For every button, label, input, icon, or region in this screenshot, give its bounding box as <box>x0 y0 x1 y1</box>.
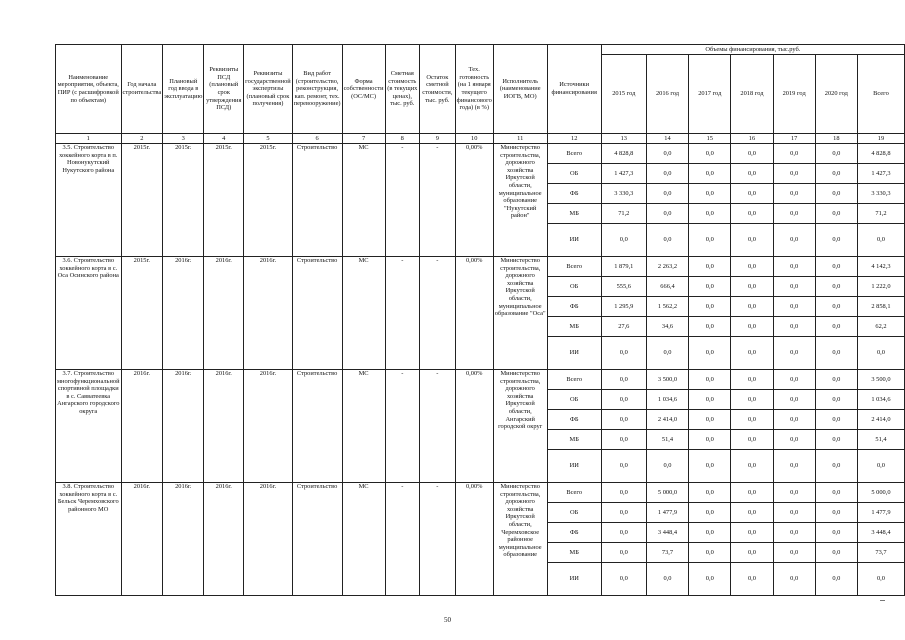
ownership: МС <box>342 370 385 483</box>
amount-cell: 0,0 <box>857 450 904 483</box>
column-number: 18 <box>815 134 857 144</box>
amount-cell: 2 414,0 <box>646 410 688 430</box>
amount-cell: 0,0 <box>646 204 688 224</box>
funding-source: ОБ <box>547 503 601 523</box>
expert-date: 2016г. <box>244 370 293 483</box>
funding-source: Всего <box>547 370 601 390</box>
scan-artifact <box>880 600 885 601</box>
amount-cell: 0,0 <box>689 164 731 184</box>
amount-cell: 0,0 <box>773 503 815 523</box>
header-expert: Реквизиты государственной экспертизы (плановый срок получения) <box>244 45 293 134</box>
year-start: 2016г. <box>121 370 163 483</box>
amount-cell: 0,0 <box>601 337 646 370</box>
executor: Министерство строительства, дорожного хозяйства Иркутской области, муниципальное образование "Оса" <box>493 257 547 370</box>
amount-cell: 3 500,0 <box>646 370 688 390</box>
work-type: Строительство <box>292 144 342 257</box>
funding-source: ИИ <box>547 337 601 370</box>
plan-year: 2015г. <box>163 144 204 257</box>
column-number: 10 <box>455 134 493 144</box>
header-volume-group: Объемы финансирования, тыс.руб. <box>601 45 904 55</box>
amount-cell: 0,0 <box>689 204 731 224</box>
header-2016: 2016 год <box>646 55 688 134</box>
expert-date: 2015г. <box>244 144 293 257</box>
amount-cell: 0,0 <box>815 337 857 370</box>
year-start: 2015г. <box>121 144 163 257</box>
header-psd: Реквизиты ПСД (плановый срок утверждения ПСД) <box>204 45 244 134</box>
amount-cell: 0,0 <box>646 563 688 596</box>
amount-cell: 0,0 <box>689 430 731 450</box>
funding-source: ОБ <box>547 164 601 184</box>
amount-cell: 0,0 <box>731 410 773 430</box>
amount-cell: 0,0 <box>601 543 646 563</box>
readiness: 0,00% <box>455 144 493 257</box>
plan-year: 2016г. <box>163 370 204 483</box>
table-row <box>56 257 905 277</box>
amount-cell: 0,0 <box>731 450 773 483</box>
amount-cell: 0,0 <box>731 390 773 410</box>
column-number: 11 <box>493 134 547 144</box>
amount-cell: 0,0 <box>815 184 857 204</box>
amount-cell: 0,0 <box>815 257 857 277</box>
psd-date: 2016г. <box>204 370 244 483</box>
header-executor: Исполнитель (наименование ИОГВ, МО) <box>493 45 547 134</box>
amount-cell: 1 562,2 <box>646 297 688 317</box>
amount-cell: 0,0 <box>815 563 857 596</box>
amount-cell: 0,0 <box>731 563 773 596</box>
column-number: 15 <box>689 134 731 144</box>
column-number: 16 <box>731 134 773 144</box>
column-number: 7 <box>342 134 385 144</box>
amount-cell: 0,0 <box>815 503 857 523</box>
amount-cell: 62,2 <box>857 317 904 337</box>
amount-cell: 0,0 <box>815 543 857 563</box>
amount-cell: 0,0 <box>646 164 688 184</box>
amount-cell: 51,4 <box>857 430 904 450</box>
amount-cell: 0,0 <box>646 144 688 164</box>
project-name: 3.7. Строительство многофункциональной спортивной площадки в с. Савватеевка Ангарского городского округа <box>56 370 122 483</box>
funding-source: ФБ <box>547 297 601 317</box>
funding-source: МБ <box>547 430 601 450</box>
amount-cell: 1 034,6 <box>646 390 688 410</box>
amount-cell: 2 414,0 <box>857 410 904 430</box>
column-number: 19 <box>857 134 904 144</box>
amount-cell: 0,0 <box>773 204 815 224</box>
header-remaining: Остаток сметной стоимости, тыс. руб. <box>420 45 456 134</box>
header-total: Всего <box>857 55 904 134</box>
work-type: Строительство <box>292 483 342 596</box>
amount-cell: 73,7 <box>857 543 904 563</box>
amount-cell: 0,0 <box>815 370 857 390</box>
project-name: 3.8. Строительство хоккейного корта в с. Бельск Черемховского районного МО <box>56 483 122 596</box>
header-2015: 2015 год <box>601 55 646 134</box>
projects-body <box>56 144 905 596</box>
amount-cell: 0,0 <box>731 164 773 184</box>
amount-cell: 0,0 <box>815 523 857 543</box>
amount-cell: 0,0 <box>815 450 857 483</box>
amount-cell: 0,0 <box>773 430 815 450</box>
amount-cell: 0,0 <box>731 370 773 390</box>
column-number: 14 <box>646 134 688 144</box>
amount-cell: 555,6 <box>601 277 646 297</box>
est-cost: - <box>385 257 420 370</box>
page-number: 50 <box>444 616 451 624</box>
amount-cell: 0,0 <box>646 224 688 257</box>
amount-cell: 0,0 <box>731 204 773 224</box>
amount-cell: 2 858,1 <box>857 297 904 317</box>
header-2017: 2017 год <box>689 55 731 134</box>
table-row <box>56 370 905 390</box>
amount-cell: 0,0 <box>773 277 815 297</box>
funding-source: ИИ <box>547 224 601 257</box>
amount-cell: 0,0 <box>857 224 904 257</box>
column-number: 9 <box>420 134 456 144</box>
header-readiness: Тех. готовность (на 1 января текущего финансового года) (в %) <box>455 45 493 134</box>
column-number: 2 <box>121 134 163 144</box>
project-name: 3.6. Строительство хоккейного корта в с. Оса Осинского района <box>56 257 122 370</box>
amount-cell: 0,0 <box>689 184 731 204</box>
amount-cell: 5 000,0 <box>646 483 688 503</box>
amount-cell: 0,0 <box>815 144 857 164</box>
readiness: 0,00% <box>455 483 493 596</box>
amount-cell: 3 448,4 <box>646 523 688 543</box>
amount-cell: 0,0 <box>689 410 731 430</box>
amount-cell: 71,2 <box>601 204 646 224</box>
amount-cell: 3 448,4 <box>857 523 904 543</box>
amount-cell: 3 330,3 <box>857 184 904 204</box>
amount-cell: 0,0 <box>601 523 646 543</box>
ownership: МС <box>342 257 385 370</box>
amount-cell: 0,0 <box>815 224 857 257</box>
project-name: 3.5. Строительство хоккейного корта в п. Новонукутский Нукутского района <box>56 144 122 257</box>
ownership: МС <box>342 483 385 596</box>
column-number: 1 <box>56 134 122 144</box>
amount-cell: 0,0 <box>689 450 731 483</box>
amount-cell: 71,2 <box>857 204 904 224</box>
amount-cell: 1 295,9 <box>601 297 646 317</box>
amount-cell: 0,0 <box>731 144 773 164</box>
column-number: 12 <box>547 134 601 144</box>
est-cost: - <box>385 483 420 596</box>
amount-cell: 0,0 <box>857 563 904 596</box>
amount-cell: 0,0 <box>646 184 688 204</box>
header-est-cost: Сметная стоимость (в текущих ценах), тыс. руб. <box>385 45 420 134</box>
amount-cell: 0,0 <box>646 450 688 483</box>
header-plan-year: Плановый год ввода в эксплуатацию <box>163 45 204 134</box>
amount-cell: 0,0 <box>601 410 646 430</box>
est-cost: - <box>385 370 420 483</box>
remaining: - <box>420 483 456 596</box>
psd-date: 2016г. <box>204 257 244 370</box>
executor: Министерство строительства, дорожного хозяйства Иркутской области, муниципальное образование "Нукутский район" <box>493 144 547 257</box>
amount-cell: 0,0 <box>601 390 646 410</box>
column-number: 17 <box>773 134 815 144</box>
amount-cell: 0,0 <box>601 370 646 390</box>
year-start: 2015г. <box>121 257 163 370</box>
amount-cell: 5 000,0 <box>857 483 904 503</box>
amount-cell: 0,0 <box>731 297 773 317</box>
amount-cell: 0,0 <box>601 563 646 596</box>
table-row <box>56 144 905 164</box>
amount-cell: 51,4 <box>646 430 688 450</box>
funding-source: МБ <box>547 204 601 224</box>
header-sources: Источники финансирования <box>547 45 601 134</box>
amount-cell: 34,6 <box>646 317 688 337</box>
amount-cell: 0,0 <box>773 224 815 257</box>
amount-cell: 0,0 <box>773 390 815 410</box>
table-row <box>56 483 905 503</box>
amount-cell: 0,0 <box>815 390 857 410</box>
amount-cell: 0,0 <box>689 224 731 257</box>
readiness: 0,00% <box>455 257 493 370</box>
remaining: - <box>420 257 456 370</box>
amount-cell: 0,0 <box>815 164 857 184</box>
amount-cell: 0,0 <box>815 297 857 317</box>
expert-date: 2016г. <box>244 257 293 370</box>
amount-cell: 0,0 <box>731 483 773 503</box>
amount-cell: 0,0 <box>689 563 731 596</box>
column-number: 13 <box>601 134 646 144</box>
amount-cell: 0,0 <box>689 257 731 277</box>
amount-cell: 0,0 <box>601 450 646 483</box>
column-number: 8 <box>385 134 420 144</box>
amount-cell: 0,0 <box>773 483 815 503</box>
amount-cell: 0,0 <box>857 337 904 370</box>
amount-cell: 0,0 <box>773 164 815 184</box>
header-name: Наименование мероприятия, объекта, ПИР (с расшифровкой по объектам) <box>56 45 122 134</box>
header-ownership: Форма собственности (ОС/МС) <box>342 45 385 134</box>
amount-cell: 1 477,9 <box>857 503 904 523</box>
funding-source: Всего <box>547 483 601 503</box>
funding-source: МБ <box>547 543 601 563</box>
amount-cell: 0,0 <box>773 523 815 543</box>
amount-cell: 0,0 <box>689 523 731 543</box>
ownership: МС <box>342 144 385 257</box>
funding-source: Всего <box>547 144 601 164</box>
amount-cell: 0,0 <box>773 184 815 204</box>
remaining: - <box>420 370 456 483</box>
amount-cell: 4 142,3 <box>857 257 904 277</box>
amount-cell: 0,0 <box>689 483 731 503</box>
amount-cell: 0,0 <box>815 317 857 337</box>
amount-cell: 3 330,3 <box>601 184 646 204</box>
amount-cell: 0,0 <box>731 430 773 450</box>
column-number: 3 <box>163 134 204 144</box>
amount-cell: 0,0 <box>731 543 773 563</box>
executor: Министерство строительства, дорожного хозяйства Иркутской области, Черемховское районное муниципальное образование <box>493 483 547 596</box>
amount-cell: 1 427,3 <box>601 164 646 184</box>
amount-cell: 0,0 <box>731 224 773 257</box>
amount-cell: 0,0 <box>689 390 731 410</box>
amount-cell: 0,0 <box>773 144 815 164</box>
amount-cell: 0,0 <box>773 337 815 370</box>
header-2020: 2020 год <box>815 55 857 134</box>
readiness: 0,00% <box>455 370 493 483</box>
column-number: 6 <box>292 134 342 144</box>
amount-cell: 0,0 <box>601 483 646 503</box>
amount-cell: 0,0 <box>773 450 815 483</box>
plan-year: 2016г. <box>163 257 204 370</box>
amount-cell: 1 477,9 <box>646 503 688 523</box>
amount-cell: 2 263,2 <box>646 257 688 277</box>
amount-cell: 0,0 <box>731 503 773 523</box>
amount-cell: 0,0 <box>601 224 646 257</box>
funding-source: ОБ <box>547 390 601 410</box>
amount-cell: 666,4 <box>646 277 688 297</box>
funding-source: ФБ <box>547 523 601 543</box>
amount-cell: 0,0 <box>731 337 773 370</box>
header-2018: 2018 год <box>731 55 773 134</box>
amount-cell: 0,0 <box>689 337 731 370</box>
plan-year: 2016г. <box>163 483 204 596</box>
amount-cell: 1 034,6 <box>857 390 904 410</box>
executor: Министерство строительства, дорожного хозяйства Иркутской области, Ангарский городской округ <box>493 370 547 483</box>
header-work-type: Вид работ (строительство, реконструкция, кап. ремонт, тех. перевооружение) <box>292 45 342 134</box>
amount-cell: 0,0 <box>646 337 688 370</box>
amount-cell: 0,0 <box>815 277 857 297</box>
header-2019: 2019 год <box>773 55 815 134</box>
financing-table <box>55 44 905 596</box>
psd-date: 2016г. <box>204 483 244 596</box>
funding-source: ИИ <box>547 450 601 483</box>
amount-cell: 4 828,8 <box>857 144 904 164</box>
amount-cell: 0,0 <box>731 277 773 297</box>
amount-cell: 0,0 <box>773 317 815 337</box>
amount-cell: 0,0 <box>731 523 773 543</box>
amount-cell: 0,0 <box>689 370 731 390</box>
amount-cell: 0,0 <box>731 257 773 277</box>
amount-cell: 1 222,0 <box>857 277 904 297</box>
amount-cell: 0,0 <box>689 503 731 523</box>
amount-cell: 0,0 <box>815 483 857 503</box>
amount-cell: 0,0 <box>773 563 815 596</box>
amount-cell: 0,0 <box>773 297 815 317</box>
amount-cell: 0,0 <box>689 277 731 297</box>
est-cost: - <box>385 144 420 257</box>
amount-cell: 0,0 <box>815 204 857 224</box>
header-year-start: Год начала строительства <box>121 45 163 134</box>
funding-source: ОБ <box>547 277 601 297</box>
amount-cell: 0,0 <box>815 410 857 430</box>
amount-cell: 0,0 <box>773 370 815 390</box>
amount-cell: 0,0 <box>689 297 731 317</box>
year-start: 2016г. <box>121 483 163 596</box>
amount-cell: 3 500,0 <box>857 370 904 390</box>
amount-cell: 73,7 <box>646 543 688 563</box>
funding-source: Всего <box>547 257 601 277</box>
amount-cell: 0,0 <box>773 410 815 430</box>
amount-cell: 0,0 <box>601 430 646 450</box>
amount-cell: 1 879,1 <box>601 257 646 277</box>
funding-source: ИИ <box>547 563 601 596</box>
amount-cell: 0,0 <box>689 543 731 563</box>
amount-cell: 1 427,3 <box>857 164 904 184</box>
amount-cell: 0,0 <box>689 317 731 337</box>
funding-source: ФБ <box>547 410 601 430</box>
remaining: - <box>420 144 456 257</box>
column-number: 4 <box>204 134 244 144</box>
amount-cell: 4 828,8 <box>601 144 646 164</box>
amount-cell: 0,0 <box>601 503 646 523</box>
expert-date: 2016г. <box>244 483 293 596</box>
funding-source: МБ <box>547 317 601 337</box>
psd-date: 2015г. <box>204 144 244 257</box>
work-type: Строительство <box>292 370 342 483</box>
amount-cell: 0,0 <box>815 430 857 450</box>
amount-cell: 0,0 <box>773 543 815 563</box>
amount-cell: 0,0 <box>731 184 773 204</box>
column-number: 5 <box>244 134 293 144</box>
amount-cell: 0,0 <box>773 257 815 277</box>
amount-cell: 27,6 <box>601 317 646 337</box>
column-number-row <box>56 134 905 144</box>
amount-cell: 0,0 <box>731 317 773 337</box>
amount-cell: 0,0 <box>689 144 731 164</box>
funding-source: ФБ <box>547 184 601 204</box>
work-type: Строительство <box>292 257 342 370</box>
